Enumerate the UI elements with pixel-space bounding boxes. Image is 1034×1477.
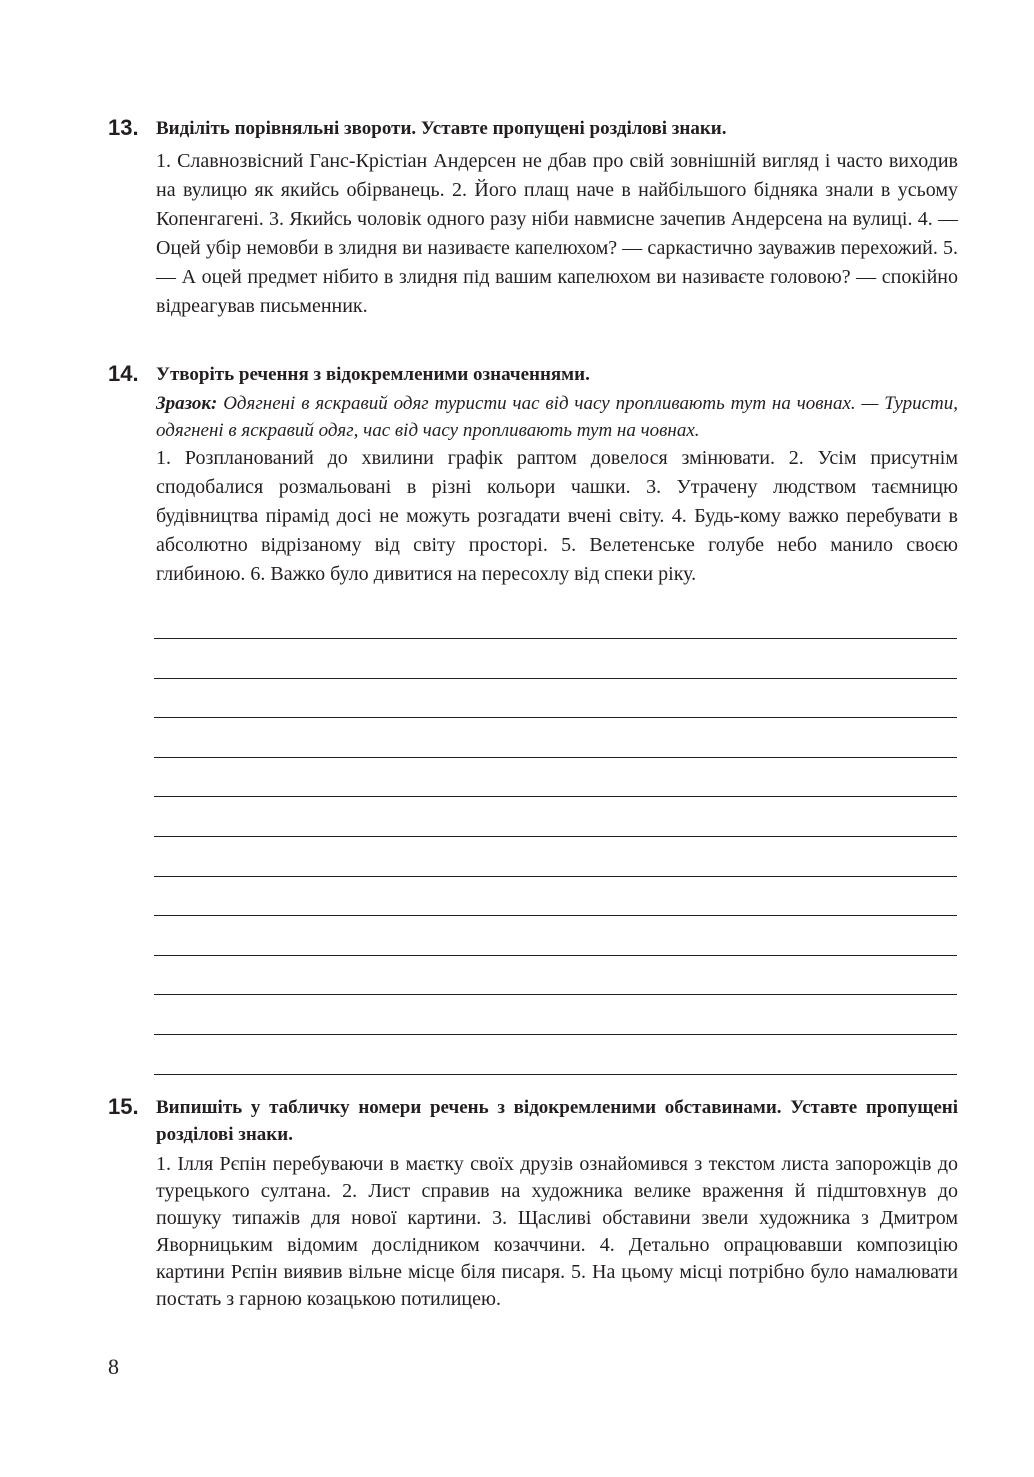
answer-line[interactable] [154,994,957,995]
answer-line[interactable] [154,638,957,639]
exercise-14 [108,361,958,589]
answer-line[interactable] [154,915,957,916]
answer-line[interactable] [154,1074,957,1075]
page-number: 8 [108,1354,119,1379]
answer-line[interactable] [154,955,957,956]
answer-line[interactable] [154,836,957,837]
exercise-13 [108,115,958,321]
exercise-text: 1. Ілля Рєпін перебуваючи в маєтку своїх друзів ознайомився з текстом листа запорожців до турецького султана. 2. Лист справив на художника велике враження й підштовхнув до пошуку типажів для нової картини. 3. Щасливі обставини звели художника з Дмитром Яворницьким відомим дослідником козаччини. 4. Детально опрацювавши композицію картини Рєпін виявив вільне місце біля писаря. 5. На цьому місці потрібно було намалювати постать з гарною козацькою потилицею. [156,1153,958,1310]
exercise-instruction: Виділіть порівняльні звороти. Уставте пропущені розділові знаки. [156,118,727,139]
exercise-number: 15. [108,1094,139,1119]
answer-line[interactable] [154,717,957,718]
exercise-text: 1. Славнозвісний Ганс-Крістіан Андерсен не дбав про свій зовнішній вигляд і часто виходив на вулицю як якийсь обірванець. 2. Його плащ наче в найбільшого бідняка знали в усьому Копенгагені. 3. Якийсь чоловік одного разу ніби навмисне зачепив Андерсена на вулиці. 4. — Оцей убір немовби в злидня ви називаєте капелюхом? — саркастично зауважив перехожий. 5. — А оцей предмет нібито в злидня під вашим капелюхом ви називаєте головою? — спокійно відреагував письменник. [156,150,958,317]
exercise-number: 13. [108,115,139,140]
example-block [156,390,958,444]
example-label: Зразок: [156,393,218,414]
answer-line[interactable] [154,796,957,797]
example-text: Одягнені в яскравий одяг туристи час від часу пропливають тут на човнах. — Туристи, одягнені в яскравий одяг, час від часу пропливають тут на човнах. [156,393,958,441]
exercise-text: 1. Розпланований до хвилини графік раптом довелося змінювати. 2. Усім присутнім сподобалися розмальовані в різні кольори чашки. 3. Утрачену людством таємницю будівництва пірамід досі не можуть розгадати вчені світу. 4. Будь-кому важко перебувати в абсолютно відрізаному від світу просторі. 5. Велетенське голубе небо манило своєю глибиною. 6. Важко було дивитися на пересохлу від спеки ріку. [156,447,958,585]
exercise-15 [108,1094,958,1313]
answer-lines[interactable] [154,638,957,1113]
answer-line[interactable] [154,757,957,758]
exercise-instruction: Випишіть у табличку номери речень з відокремленими обставинами. Уставте пропущені розділові знаки. [156,1097,958,1145]
answer-line[interactable] [154,678,957,679]
answer-line[interactable] [154,876,957,877]
answer-line[interactable] [154,1034,957,1035]
exercise-number: 14. [108,361,139,386]
exercise-instruction: Утворіть речення з відокремленими означеннями. [156,364,590,385]
